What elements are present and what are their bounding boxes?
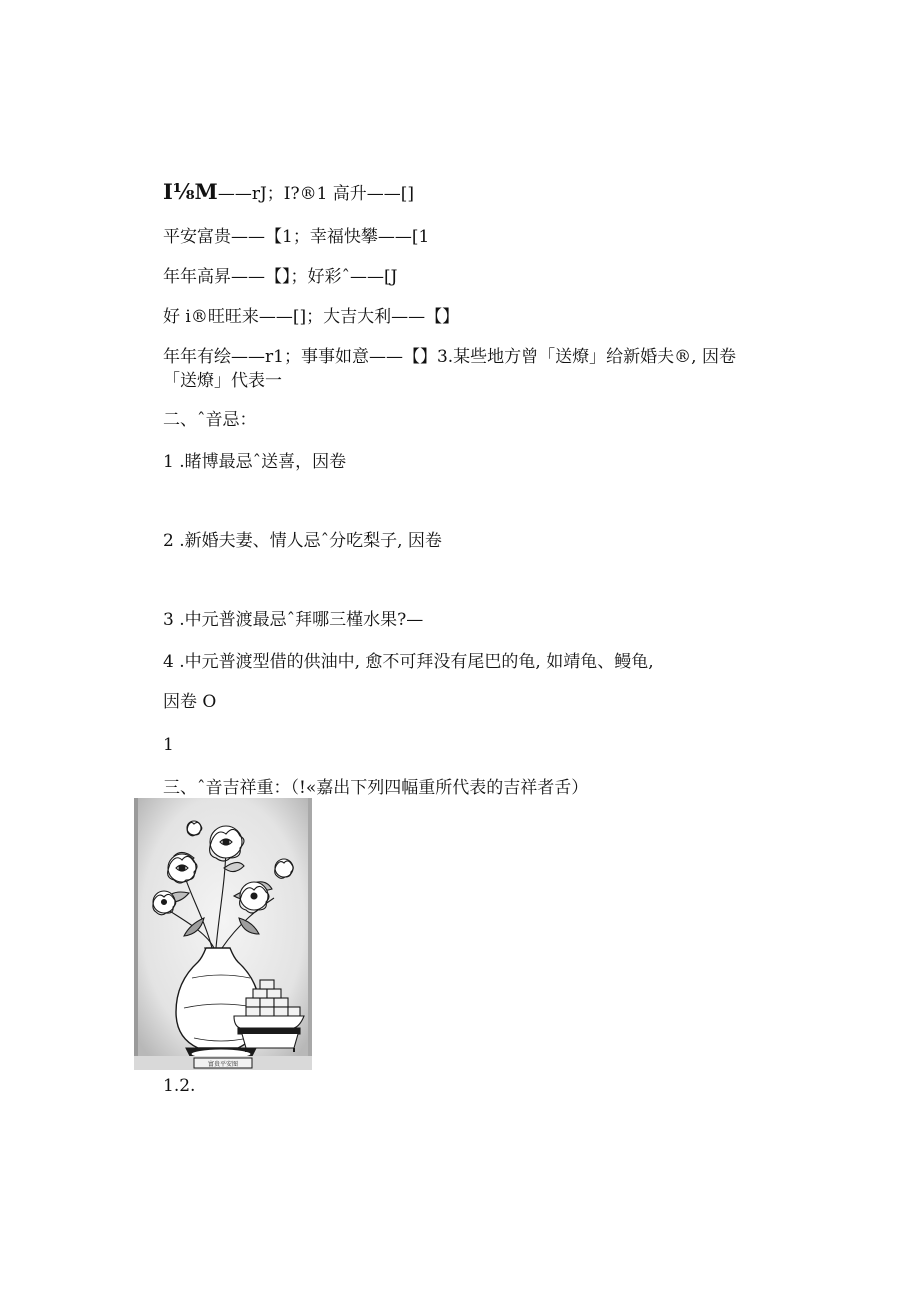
greeting-line-4: 好 i®旺旺来——[]；大吉大利——【】 [163,307,460,327]
taboo-item-3: 3 .中元普渡最忌ˆ拜哪三槿水果?— [163,610,424,630]
taboo-item-4-continued: 因卷 O [163,692,217,712]
greeting-line-1 [163,180,414,206]
taboo-item-1: 1 .睹博最忌ˆ送喜，因卷 [163,452,347,472]
greeting-line-5: 年年有绘——r1；事事如意——【】3.某些地方曾「送燎」给新婚夫®, 因卷「送燎」代表一 [163,347,736,391]
greeting-line-2: 平安富贵——【1；幸福快攀——[1 [163,227,430,247]
greeting-line-3: 年年高昇——【】；好彩ˆ——[J [163,267,398,287]
greeting-line-1-rest: ——rJ；I?®1 高升——[] [217,184,415,204]
section-heading-auspicious-pictures: 三、ˆ音吉祥重：（!«嘉出下列四幅重所代表的吉祥者舌） [163,778,589,798]
vase-with-peonies-illustration [134,798,312,1070]
section-heading-taboos: 二、ˆ音忌： [163,410,257,430]
taboo-item-4: 4 .中元普渡型借的供油中, 愈不可拜没有尾巴的龟, 如靖龟、鳗龟, [163,652,654,672]
garbled-heading: I⅛M [163,179,218,204]
plaque-text: 富贵平安图 [207,1061,239,1068]
page-fragment-number: 1 [163,735,174,755]
taboo-item-2: 2 .新婚夫妻、情人忌ˆ分吃梨子, 因卷 [163,531,442,551]
figure-caption: 1.2. [163,1076,196,1096]
